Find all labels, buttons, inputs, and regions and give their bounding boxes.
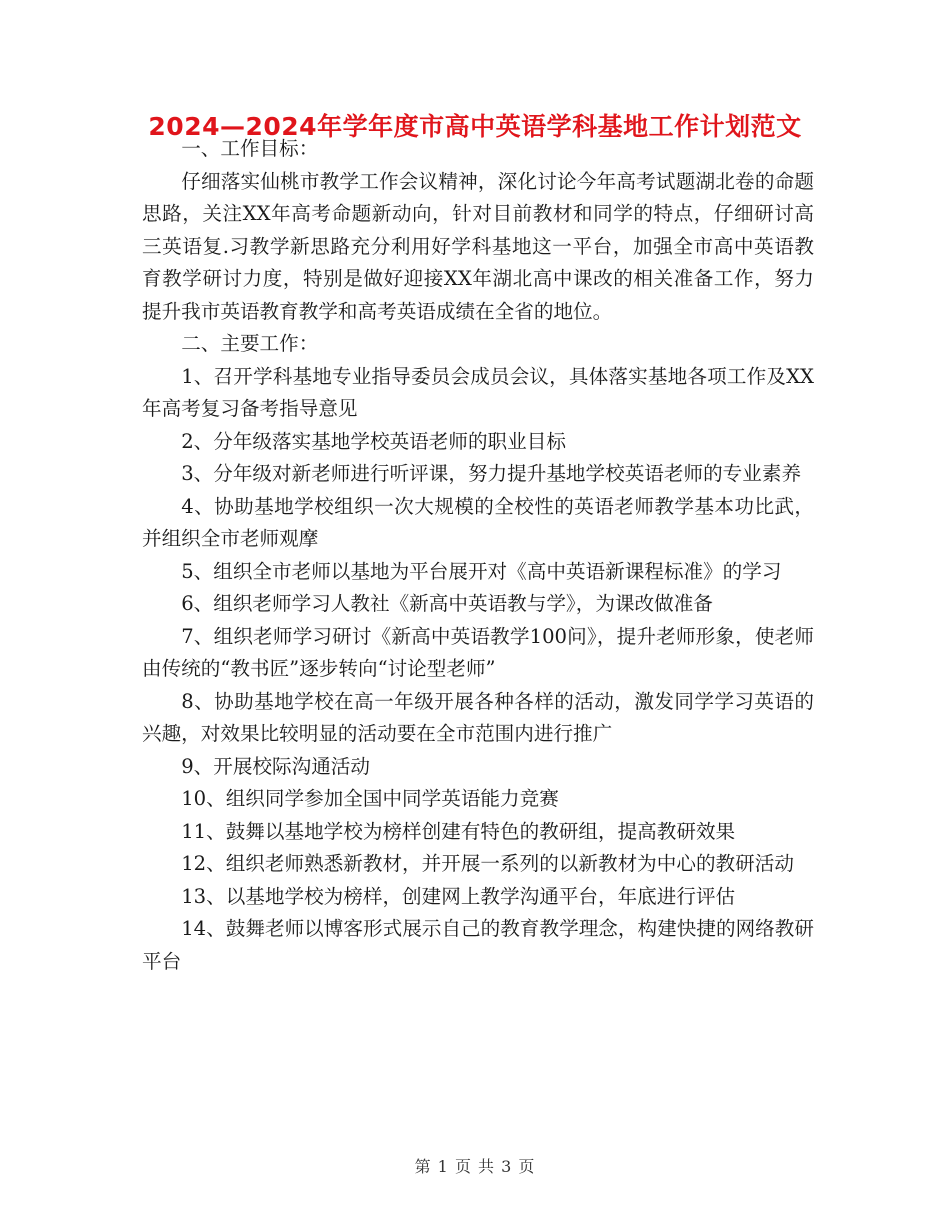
list-item: 2、分年级落实基地学校英语老师的职业目标 xyxy=(181,429,566,453)
list-item: 4、协助基地学校组织一次大规模的全校性的英语老师教学基本功比武，并组织全市老师观摩 xyxy=(142,494,814,550)
list-item: 8、协助基地学校在高一年级开展各种各样的活动，激发同学学习英语的兴趣，对效果比较明显的活动要在全市范围内进行推广 xyxy=(142,689,814,745)
list-item: 12、组织老师熟悉新教材，并开展一系列的以新教材为中心的教研活动 xyxy=(181,852,794,875)
list-item: 7、组织老师学习研讨《新高中英语教学100问》，提升老师形象，使老师由传统的“教书匠”逐步转向“讨论型老师” xyxy=(142,624,814,680)
list-item: 10、组织同学参加全国中同学英语能力竞赛 xyxy=(181,787,559,810)
list-item: 6、组织老师学习人教社《新高中英语教与学》，为课改做准备 xyxy=(181,592,713,615)
list-item: 3、分年级对新老师进行听评课，努力提升基地学校英语老师的专业素养 xyxy=(181,462,802,485)
list-item: 5、组织全市老师以基地为平台展开对《高中英语新课程标准》的学习 xyxy=(181,559,782,583)
paragraph: 仔细落实仙桃市教学工作会议精神，深化讨论今年高考试题湖北卷的命题思路，关注XX年高考命题新动向，针对目前教材和同学的特点，仔细研讨高三英语复.习教学新思路充分利用好学科基地这一平台，加强全市高中英语教育教学研讨力度，特别是做好迎接XX年湖北高中课改的相关准备工作，努力提升我市英语教育教学和高考英语成绩在全省的地位。 xyxy=(142,169,814,323)
list-item: 14、鼓舞老师以博客形式展示自己的教育教学理念，构建快捷的网络教研平台 xyxy=(142,917,814,973)
list-item: 1、召开学科基地专业指导委员会成员会议，具体落实基地各项工作及XX年高考复习备考指导意见 xyxy=(142,364,814,420)
page-number-footer: 第 1 页 共 3 页 xyxy=(414,1157,536,1176)
document-body xyxy=(142,133,814,978)
list-item: 11、鼓舞以基地学校为榜样创建有特色的教研组，提高教研效果 xyxy=(181,819,736,843)
section-heading: 一、工作目标： xyxy=(181,137,319,160)
document-title: 2024—2024年学年度市高中英语学科基地工作计划范文 xyxy=(148,112,802,141)
list-item: 9、开展校际沟通活动 xyxy=(181,754,370,778)
section-heading: 二、主要工作： xyxy=(181,332,319,355)
list-item: 13、以基地学校为榜样，创建网上教学沟通平台，年底进行评估 xyxy=(181,884,736,908)
